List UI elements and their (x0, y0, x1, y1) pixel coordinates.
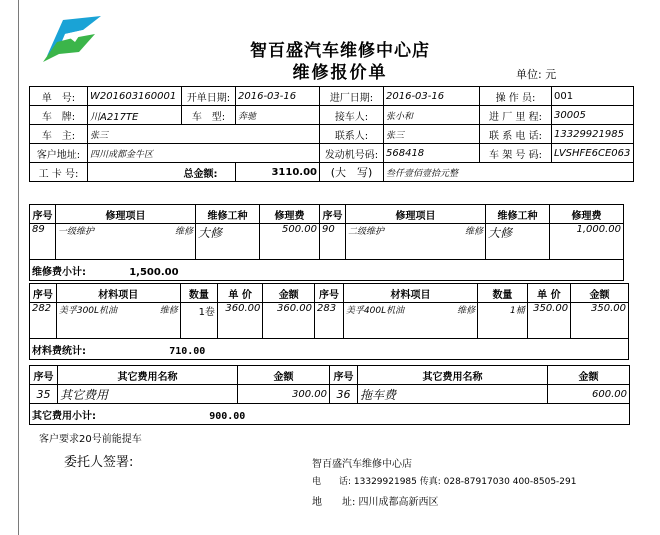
repair-header-item: 修理项目 (56, 205, 196, 224)
material-subtotal-label: 材料费统计: (32, 345, 86, 357)
material-header-qty: 数量 (180, 284, 217, 303)
receiver-value: 张小和 (384, 106, 480, 125)
other-no: 35 (30, 385, 58, 404)
repair-item-name: 一级维护 (58, 227, 95, 237)
material-price: 360.00 (217, 303, 262, 339)
repair-type-2: 大修 (486, 224, 550, 260)
material-header-amount-2: 金额 (571, 284, 629, 303)
repair-header-type: 维修工种 (196, 205, 260, 224)
material-item-tag-2: 维修 (457, 306, 476, 316)
material-header-item-2: 材料项目 (343, 284, 477, 303)
engine-value: 568418 (384, 144, 480, 163)
other-item: 其它费用 (58, 385, 238, 404)
total-label: 总金额: (182, 163, 236, 182)
customer-note: 客户要求20号前能提车 (39, 434, 142, 445)
repair-table (29, 204, 624, 281)
other-header-no-2: 序号 (330, 366, 358, 385)
address-label: 客户地址: (30, 144, 88, 163)
company-title: 智百盛汽车维修中心店 (250, 41, 430, 61)
order-no-label: 单 号: (30, 87, 88, 106)
enter-date-label: 进厂日期: (320, 87, 384, 106)
repair-subtotal-label: 维修费小计: (32, 266, 86, 278)
repair-item (56, 224, 196, 260)
open-date-label: 开单日期: (182, 87, 236, 106)
material-item-name-2: 美孚400L机油 (345, 306, 405, 316)
operator-label: 操 作 员: (480, 87, 552, 106)
plate-value: 川A217TE (88, 106, 182, 125)
other-header-item-2: 其它费用名称 (358, 366, 548, 385)
material-header-no: 序号 (30, 284, 57, 303)
repair-item-2 (346, 224, 486, 260)
vin-value: LVSHFE6CE063 (552, 144, 634, 163)
owner-value: 张三 (88, 125, 320, 144)
repair-header-no-2: 序号 (320, 205, 346, 224)
currency-unit: 单位: 元 (516, 68, 557, 81)
material-item-2 (343, 303, 477, 339)
material-price-2: 350.00 (527, 303, 570, 339)
material-qty: 1卷 (180, 303, 217, 339)
footer-company: 智百盛汽车维修中心店 (312, 459, 412, 470)
other-header-amount-2: 金额 (548, 366, 630, 385)
receiver-label: 接车人: (320, 106, 384, 125)
order-no-value: W201603160001 (88, 87, 182, 106)
repair-header-fee-2: 修理费 (550, 205, 624, 224)
client-signature-label: 委托人签署: (64, 455, 134, 470)
repair-type: 大修 (196, 224, 260, 260)
mileage-label: 进 厂 里 程: (480, 106, 552, 125)
repair-fee: 500.00 (260, 224, 320, 260)
open-date-value: 2016-03-16 (236, 87, 320, 106)
material-header-price: 单 价 (217, 284, 262, 303)
repair-header-no: 序号 (30, 205, 56, 224)
material-amount: 360.00 (263, 303, 315, 339)
material-item-tag: 维修 (159, 306, 178, 316)
other-subtotal-label: 其它费用小计: (32, 410, 96, 422)
card-value (88, 163, 182, 182)
material-header-amount: 金额 (263, 284, 315, 303)
capital-value: 叁仟壹佰壹拾元整 (384, 163, 634, 182)
material-header-qty-2: 数量 (478, 284, 528, 303)
repair-subtotal-value: 1,500.00 (129, 266, 179, 278)
footer-address: 地 址: 四川成都高新西区 (312, 497, 439, 508)
total-value: 3110.00 (236, 163, 320, 182)
model-value: 奔驰 (236, 106, 320, 125)
repair-header-type-2: 维修工种 (486, 205, 550, 224)
material-item-name: 美孚300L机油 (58, 306, 118, 316)
material-subtotal (30, 339, 629, 360)
other-item-2: 拖车费 (358, 385, 548, 404)
capital-label: (大 写) (320, 163, 384, 182)
material-table (29, 283, 629, 360)
other-header-item: 其它费用名称 (58, 366, 238, 385)
other-subtotal-value: 900.00 (209, 410, 246, 422)
address-value: 四川成都金牛区 (88, 144, 320, 163)
model-label: 车 型: (182, 106, 236, 125)
material-amount-2: 350.00 (571, 303, 629, 339)
footer-phone: 电 话: 13329921985 传真: 028-87917030 400-8505-291 (312, 477, 577, 487)
material-subtotal-value: 710.00 (169, 345, 206, 357)
other-no-2: 36 (330, 385, 358, 404)
repair-no-2: 90 (320, 224, 346, 260)
material-header-price-2: 单 价 (527, 284, 570, 303)
operator-value: 001 (552, 87, 634, 106)
other-header-no: 序号 (30, 366, 58, 385)
mileage-value: 30005 (552, 106, 634, 125)
contact-value: 张三 (384, 125, 480, 144)
material-header-item: 材料项目 (56, 284, 180, 303)
material-no-2: 283 (315, 303, 344, 339)
quote-document (18, 0, 660, 535)
other-amount-2: 600.00 (548, 385, 630, 404)
material-header-no-2: 序号 (315, 284, 344, 303)
other-header-amount: 金额 (238, 366, 330, 385)
repair-header-item-2: 修理项目 (346, 205, 486, 224)
enter-date-value: 2016-03-16 (384, 87, 480, 106)
phone-value: 13329921985 (552, 125, 634, 144)
material-no: 282 (30, 303, 57, 339)
vehicle-info-table (29, 86, 634, 182)
card-label: 工 卡 号: (30, 163, 88, 182)
phone-label: 联 系 电 话: (480, 125, 552, 144)
repair-item-tag: 维修 (174, 227, 193, 237)
plate-label: 车 牌: (30, 106, 88, 125)
owner-label: 车 主: (30, 125, 88, 144)
repair-header-fee: 修理费 (260, 205, 320, 224)
engine-label: 发动机号码: (320, 144, 384, 163)
material-item (56, 303, 180, 339)
repair-no: 89 (30, 224, 56, 260)
repair-item-tag-2: 维修 (464, 227, 483, 237)
vin-label: 车 架 号 码: (480, 144, 552, 163)
document-title: 维修报价单 (292, 63, 388, 83)
other-amount: 300.00 (238, 385, 330, 404)
repair-subtotal (30, 260, 624, 281)
material-qty-2: 1桶 (478, 303, 528, 339)
other-fees-table (29, 365, 630, 425)
repair-item-name-2: 二级维护 (348, 227, 385, 237)
contact-label: 联系人: (320, 125, 384, 144)
other-subtotal (30, 404, 630, 425)
repair-fee-2: 1,000.00 (550, 224, 624, 260)
